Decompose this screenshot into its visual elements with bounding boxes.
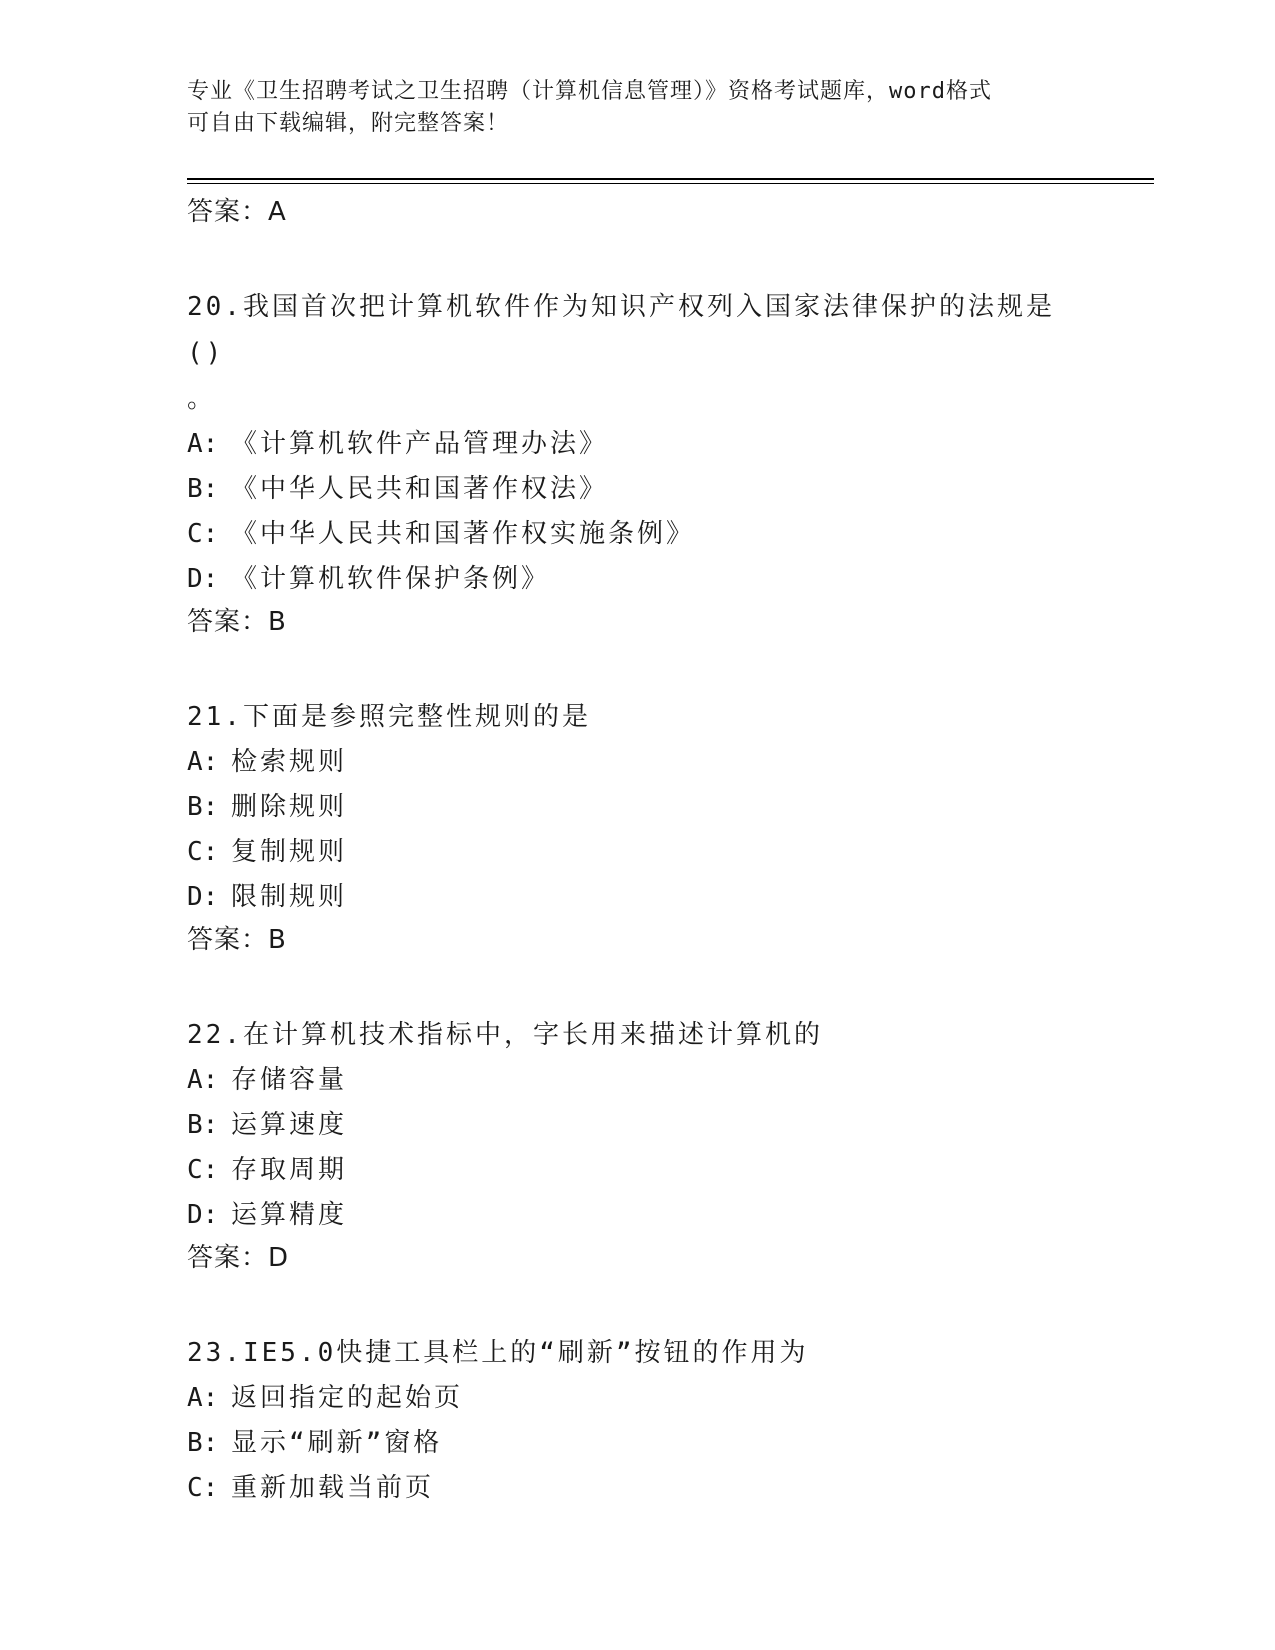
- option-letter: D:: [187, 1200, 219, 1230]
- question-20: [187, 284, 1087, 642]
- option-text: 《中华人民共和国著作权实施条例》: [231, 519, 696, 549]
- spacer: [187, 232, 1087, 284]
- option-text: 检索规则: [231, 747, 348, 777]
- option-text: 运算速度: [231, 1110, 348, 1140]
- option-letter: C:: [187, 1473, 219, 1503]
- answer: 答案：B: [187, 607, 287, 637]
- option-a: [187, 422, 1087, 467]
- option-b: [187, 467, 1087, 512]
- option-letter: C:: [187, 1155, 219, 1185]
- option-text: 删除规则: [231, 792, 348, 822]
- option-a: [187, 1058, 1087, 1103]
- spacer: [187, 642, 1087, 694]
- spacer: [187, 1278, 1087, 1330]
- option-text: 存取周期: [231, 1155, 348, 1185]
- header-rule-thin: [187, 183, 1154, 184]
- question-21: [187, 694, 1087, 960]
- option-text: 运算精度: [231, 1200, 348, 1230]
- option-letter: B:: [187, 792, 219, 822]
- option-c: [187, 512, 1087, 557]
- header-line-1: 专业《卫生招聘考试之卫生招聘（计算机信息管理）》资格考试题库，word格式: [187, 79, 992, 104]
- option-c: [187, 1148, 1087, 1193]
- option-d: [187, 1193, 1087, 1238]
- question-text: 20.我国首次把计算机软件作为知识产权列入国家法律保护的法规是(): [187, 292, 1055, 368]
- option-letter: B:: [187, 1428, 219, 1458]
- option-a: [187, 1376, 1087, 1421]
- question-text-continued: 。: [187, 384, 217, 414]
- question-text: 21.下面是参照完整性规则的是: [187, 702, 591, 732]
- option-letter: D:: [187, 564, 219, 594]
- spacer: [187, 960, 1087, 1012]
- option-b: [187, 1103, 1087, 1148]
- option-letter: A:: [187, 1383, 219, 1413]
- option-text: 返回指定的起始页: [231, 1383, 464, 1413]
- option-letter: A:: [187, 747, 219, 777]
- option-text: 《中华人民共和国著作权法》: [231, 474, 609, 504]
- answer: 答案：D: [187, 1243, 290, 1273]
- option-letter: D:: [187, 882, 219, 912]
- option-a: [187, 740, 1087, 785]
- question-list: [187, 192, 1087, 1511]
- option-letter: B:: [187, 1110, 219, 1140]
- option-letter: A:: [187, 429, 219, 459]
- option-letter: A:: [187, 1065, 219, 1095]
- option-text: 重新加载当前页: [231, 1473, 435, 1503]
- option-letter: B:: [187, 474, 219, 504]
- option-d: [187, 875, 1087, 920]
- option-c: [187, 1466, 1087, 1511]
- option-letter: C:: [187, 519, 219, 549]
- option-d: [187, 557, 1087, 602]
- answer: 答案：B: [187, 925, 287, 955]
- question-23: [187, 1330, 1087, 1511]
- document-header: [187, 76, 1087, 140]
- option-c: [187, 830, 1087, 875]
- question-text: 23.IE5.0快捷工具栏上的“刷新”按钮的作用为: [187, 1338, 809, 1368]
- option-text: 存储容量: [231, 1065, 348, 1095]
- header-rule-thick: [187, 178, 1154, 180]
- option-b: [187, 1421, 1087, 1466]
- option-letter: C:: [187, 837, 219, 867]
- header-line-2: 可自由下载编辑，附完整答案！: [187, 111, 510, 136]
- question-text: 22.在计算机技术指标中，字长用来描述计算机的: [187, 1020, 823, 1050]
- option-text: 限制规则: [231, 882, 348, 912]
- question-22: [187, 1012, 1087, 1278]
- previous-answer: 答案：A: [187, 197, 287, 227]
- option-text: 《计算机软件产品管理办法》: [231, 429, 609, 459]
- option-text: 复制规则: [231, 837, 348, 867]
- option-text: 显示“刷新”窗格: [231, 1428, 443, 1458]
- option-b: [187, 785, 1087, 830]
- option-text: 《计算机软件保护条例》: [231, 564, 551, 594]
